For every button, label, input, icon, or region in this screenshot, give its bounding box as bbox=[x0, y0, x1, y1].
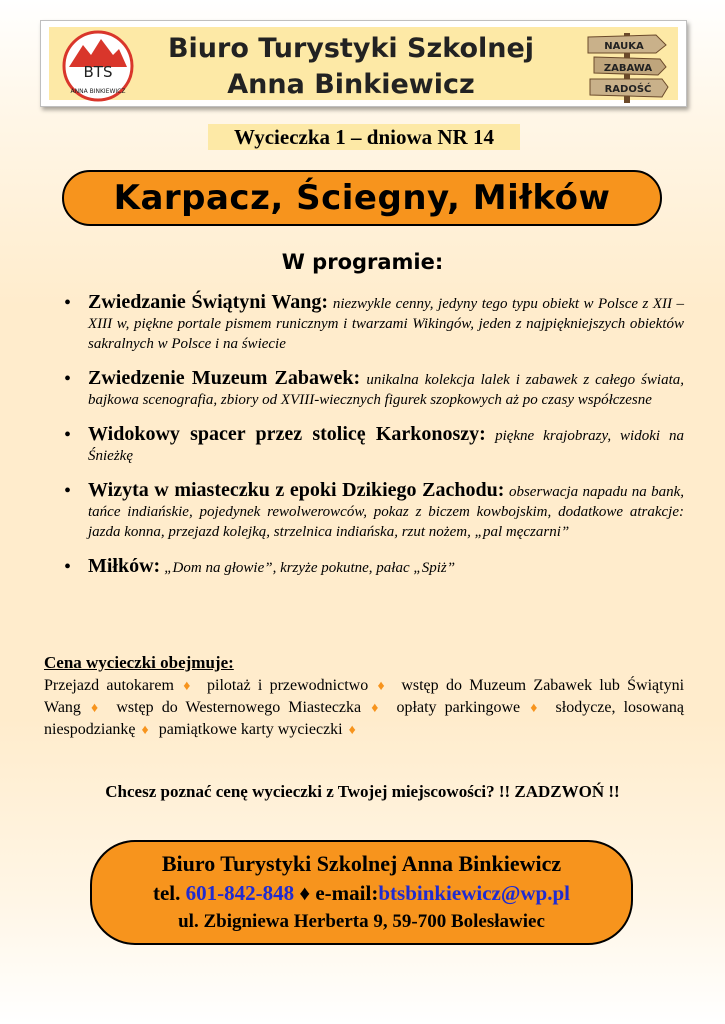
signpost-icon bbox=[582, 29, 672, 105]
header-title bbox=[154, 31, 548, 103]
tel-label: tel. bbox=[152, 881, 181, 905]
contact-line bbox=[92, 878, 631, 908]
price-item: wstęp do Westernowego Miasteczka bbox=[116, 699, 362, 716]
price-item: pilotaż i przewodnictwo bbox=[207, 677, 369, 694]
call-to-action: Chcesz poznać cenę wycieczki z Twojej miejscowości? !! ZADZWOŃ !! bbox=[105, 782, 620, 801]
program-item-name: Zwiedzenie Muzeum Zabawek: bbox=[88, 367, 361, 389]
bullet-icon: • bbox=[64, 292, 72, 314]
program-item-desc: obserwacja napadu na bank, tańce indiańskie, pojedynek rewolwerowców, pokaz z biczem kowbojskim, dodatkowe atrakcje: jazda konna, przejazd kolejką, strzelnica indiańska, rzut nożem, „pal męczarni” bbox=[88, 484, 685, 540]
contact-separator: ♦ bbox=[299, 881, 311, 905]
program-item-desc: „Dom na głowie”, krzyże pokutne, pałac „Spiż” bbox=[164, 560, 456, 576]
bullet-icon: • bbox=[64, 424, 72, 446]
bullet-icon: • bbox=[64, 368, 72, 390]
contact-box bbox=[90, 840, 633, 945]
price-item: słodycze, losowaną niespodziankę bbox=[44, 699, 684, 738]
logo-initials: BTS bbox=[83, 63, 113, 81]
diamond-icon: ♦ bbox=[141, 723, 149, 738]
program-item bbox=[62, 292, 684, 354]
program-item-desc: unikalna kolekcja lalek i zabawek z całego świata, bajkowa scenografia, zbiory od XVIII-wiecznych figurek szopkowych aż po czasy współczesne bbox=[88, 372, 685, 408]
trip-number: Wycieczka 1 – dniowa NR 14 bbox=[208, 124, 520, 150]
logo-ring-text: ANNA BINKIEWICZ bbox=[70, 88, 126, 95]
price-item: opłaty parkingowe bbox=[396, 699, 521, 716]
program-heading: W programie: bbox=[281, 250, 444, 274]
trip-title: Karpacz, Ściegny, Miłków bbox=[62, 170, 662, 226]
program-item-name: Zwiedzanie Świątyni Wang: bbox=[88, 291, 329, 313]
signpost-label-2: ZABAWA bbox=[603, 63, 653, 74]
diamond-icon: ♦ bbox=[348, 723, 356, 738]
email-link[interactable]: btsbinkiewicz@wp.pl bbox=[378, 881, 570, 905]
program-item-desc: piękne krajobrazy, widoki na Śnieżkę bbox=[88, 428, 684, 464]
price-item: Przejazd autokarem bbox=[44, 677, 174, 694]
program-item bbox=[62, 424, 684, 466]
diamond-icon: ♦ bbox=[179, 679, 194, 694]
diamond-icon: ♦ bbox=[374, 679, 388, 694]
program-item-desc: niezwykle cenny, jedyny tego typu obiekt w Polsce z XII – XIII w, piękne portale pismem runicznym i twarzami Wikingów, jeden z najpiękniejszych obiektów sakralnych w Polsce i na świecie bbox=[88, 296, 685, 352]
header-inner bbox=[49, 27, 678, 100]
header-title-line2: Anna Binkiewicz bbox=[227, 69, 475, 100]
program-item bbox=[62, 480, 684, 542]
price-includes bbox=[44, 675, 684, 741]
program-item bbox=[62, 368, 684, 410]
diamond-icon: ♦ bbox=[86, 701, 103, 716]
signpost-label-3: RADOŚĆ bbox=[604, 84, 652, 95]
program-item-name: Miłków: bbox=[88, 555, 161, 577]
program-item bbox=[62, 556, 684, 578]
contact-name: Biuro Turystyki Szkolnej Anna Binkiewicz bbox=[161, 851, 562, 876]
header-title-line1: Biuro Turystyki Szkolnej bbox=[167, 33, 535, 64]
header-banner bbox=[40, 20, 687, 107]
price-heading: Cena wycieczki obejmuje: bbox=[44, 653, 234, 672]
diamond-icon: ♦ bbox=[526, 701, 542, 716]
program-list bbox=[62, 292, 684, 592]
bullet-icon: • bbox=[64, 556, 72, 578]
program-item-name: Wizyta w miasteczku z epoki Dzikiego Zachodu: bbox=[88, 479, 505, 501]
price-item: wstęp do Muzeum Zabawek lub Świątyni Wang bbox=[44, 677, 685, 716]
contact-address: ul. Zbigniewa Herberta 9, 59-700 Bolesławiec bbox=[178, 911, 545, 932]
email-label: e-mail: bbox=[315, 881, 379, 905]
mountain-logo-icon bbox=[61, 29, 135, 103]
diamond-icon: ♦ bbox=[367, 701, 383, 716]
price-item: pamiątkowe karty wycieczki bbox=[158, 721, 343, 738]
phone-link[interactable]: 601-842-848 bbox=[185, 881, 295, 905]
bullet-icon: • bbox=[64, 480, 72, 502]
price-section bbox=[44, 652, 684, 741]
signpost-label-1: NAUKA bbox=[604, 41, 644, 52]
program-item-name: Widokowy spacer przez stolicę Karkonoszy: bbox=[88, 423, 486, 445]
